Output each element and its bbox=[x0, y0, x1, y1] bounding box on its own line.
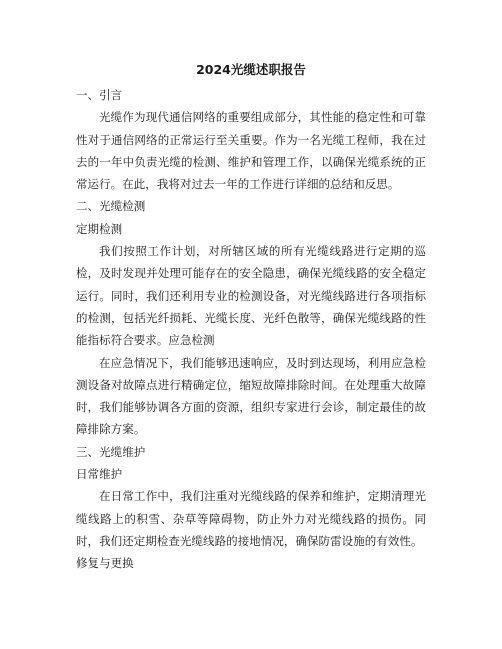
daily-maintenance-paragraph: 在日常工作中，我们注重对光缆线路的保养和维护，定期清理光缆线路上的积雪、杂草等障碍物，防止外力对光缆线路的损伤。同时，我们还定期检查光缆线路的接地情况，确保防雷设施的有效性。 bbox=[76, 489, 426, 548]
regular-inspection-paragraph bbox=[76, 240, 426, 351]
regular-inspection-text: 我们按照工作计划，对所辖区域的所有光缆线路进行定期的巡检，及时发现并处理可能存在的安全隐患，确保光缆线路的安全稳定运行。同时，我们还利用专业的检测设备，对光缆线路进行各项指标的检测，包括光纤损耗、光缆长度、光纤色散等，确保光缆线路的性能指标符合要求。 bbox=[76, 244, 426, 348]
subheading-regular-inspection: 定期检测 bbox=[76, 221, 123, 236]
section-heading-intro: 一、引言 bbox=[76, 88, 123, 102]
emergency-inspection-paragraph: 在应急情况下，我们能够迅速响应，及时到达现场，利用应急检测设备对故障点进行精确定位，缩短故障排除时间。在处理重大故障时，我们能够协调各方面的资源，组织专家进行会诊，制定最佳的故障排除方案。 bbox=[76, 355, 426, 437]
subheading-emergency-inspection: 应急检测 bbox=[168, 333, 215, 348]
section-heading-maintenance: 三、光缆维护 bbox=[76, 444, 146, 459]
section-heading-inspection: 二、光缆检测 bbox=[76, 199, 146, 214]
subheading-repair-replacement: 修复与更换 bbox=[76, 556, 134, 571]
document-title: 2024光缆述职报告 bbox=[196, 62, 306, 77]
document-body bbox=[76, 84, 426, 575]
subheading-daily-maintenance: 日常维护 bbox=[76, 467, 123, 482]
intro-paragraph: 光缆作为现代通信网络的重要组成部分，其性能的稳定性和可靠性对于通信网络的正常运行至关重要。作为一名光缆工程师，我在过去的一年中负责光缆的检测、维护和管理工作，以确保光缆系统的正常运行。在此，我将对过去一年的工作进行详细的总结和反思。 bbox=[76, 110, 426, 192]
